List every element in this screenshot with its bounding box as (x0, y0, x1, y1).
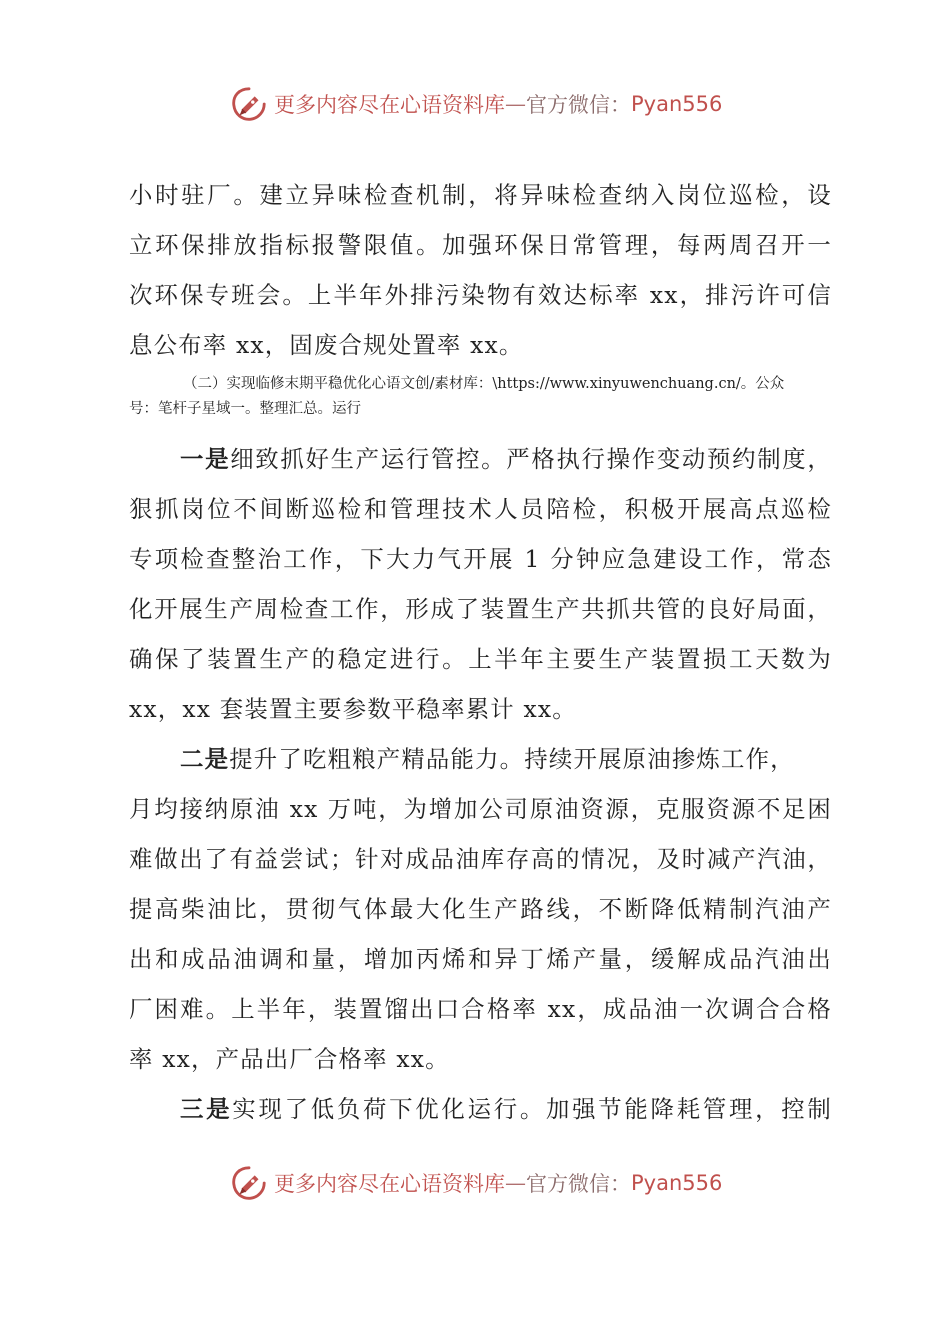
note-line: 号：笔杆子星域一。整理汇总。运行 (129, 401, 361, 417)
note-line: （二）实现临修末期平稳优化心语文创/素材库：\https://www.xinyuwenchuang.cn/。公众 (183, 376, 785, 392)
text-line: 难做出了有益尝试；针对成品油库存高的情况，及时减产汽油， (129, 845, 832, 873)
text-line: 厂困难。上半年，装置馏出口合格率 xx，成品油一次调合合格 (129, 995, 832, 1023)
text-line: 立环保排放指标报警限值。加强环保日常管理，每两周召开一 (129, 231, 832, 259)
paragraph-1 (129, 170, 832, 370)
pen-nib-circle-logo-icon (230, 85, 268, 123)
text-line (129, 434, 832, 484)
text-line: 提高柴油比，贯彻气体最大化生产路线，不断降低精制汽油产 (129, 895, 832, 923)
text-span: 提升了吃粗粮产精品能力。持续开展原油掺炼工作， (229, 745, 795, 773)
banner-dash: — (505, 92, 526, 116)
text-line (129, 734, 832, 784)
text-line: 月均接纳原油 xx 万吨，为增加公司原油资源，克服资源不足困 (129, 795, 832, 823)
section-note (129, 372, 832, 422)
header-banner (230, 84, 750, 124)
footer-banner (230, 1163, 750, 1203)
text-line: 确保了装置生产的稳定进行。上半年主要生产装置损工天数为 (129, 645, 832, 673)
text-line: 率 xx，产品出厂合格率 xx。 (129, 1045, 450, 1073)
text-line: 狠抓岗位不间断巡检和管理技术人员陪检，积极开展高点巡检 (129, 495, 832, 523)
pen-nib-circle-logo-icon (230, 1164, 268, 1202)
text-line: 息公布率 xx，固废合规处置率 xx。 (129, 331, 524, 359)
banner-wechat-id: Pyan556 (631, 1171, 723, 1195)
banner-main-text: 更多内容尽在心语资料库 (274, 93, 505, 117)
paragraph-lead: 二是 (180, 745, 230, 773)
text-span: 实现了低负荷下优化运行。加强节能降耗管理，控制 (232, 1095, 832, 1123)
banner-main-text: 更多内容尽在心语资料库 (274, 1172, 505, 1196)
text-line (129, 1084, 832, 1134)
banner-dash: — (505, 1171, 526, 1195)
text-line: 化开展生产周检查工作，形成了装置生产共抓共管的良好局面， (129, 595, 832, 623)
document-body (129, 170, 832, 1134)
banner-wechat-label: 官方微信： (526, 1172, 631, 1196)
banner-wechat-id: Pyan556 (631, 92, 723, 116)
text-span: 细致抓好生产运行管控。严格执行操作变动预约制度， (230, 445, 832, 473)
text-line: 出和成品油调和量，增加丙烯和异丁烯产量，缓解成品汽油出 (129, 945, 832, 973)
paragraph-lead: 三是 (180, 1095, 233, 1123)
banner-wechat-label: 官方微信： (526, 93, 631, 117)
paragraph-3 (129, 734, 832, 1084)
text-line: 小时驻厂。建立异味检查机制，将异味检查纳入岗位巡检，设 (129, 181, 832, 209)
text-line: 次环保专班会。上半年外排污染物有效达标率 xx，排污许可信 (129, 281, 832, 309)
text-line: 专项检查整治工作，下大力气开展 1 分钟应急建设工作，常态 (129, 545, 832, 573)
paragraph-4 (129, 1084, 832, 1134)
text-line: xx，xx 套装置主要参数平稳率累计 xx。 (129, 695, 577, 723)
paragraph-lead: 一是 (180, 445, 231, 473)
paragraph-2 (129, 434, 832, 734)
